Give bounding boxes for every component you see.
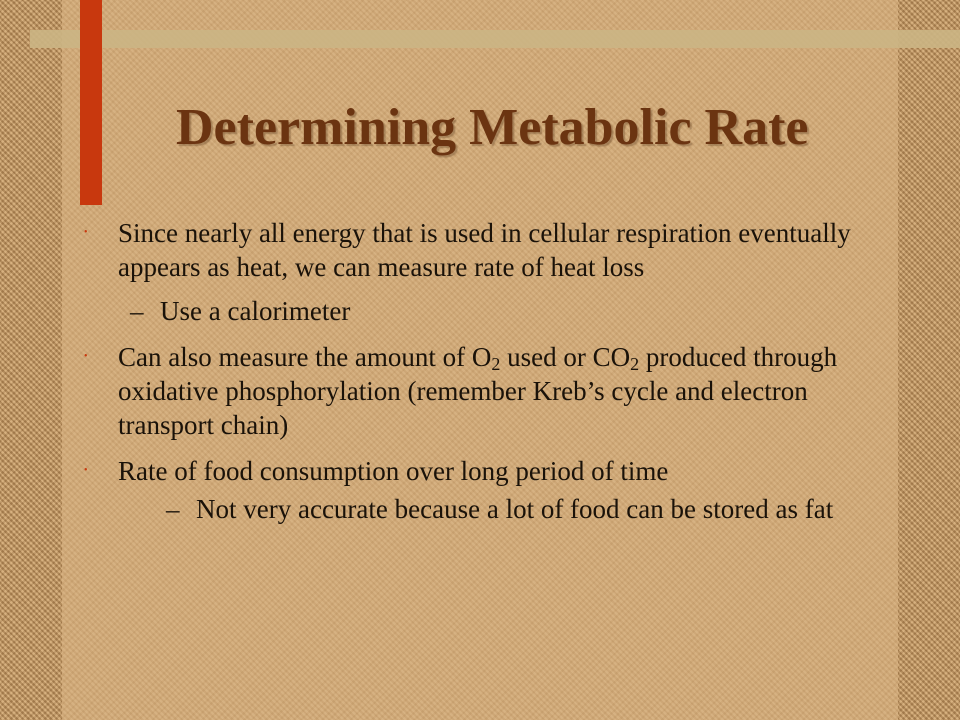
slide-title: Determining Metabolic Rate [176, 99, 809, 156]
top-accent-band [30, 30, 960, 48]
sub-item-calorimeter [82, 294, 882, 328]
bullet-text-part: produced through oxidative phosphorylation (remember Kreb’s cycle and electron transport chain) [118, 342, 838, 440]
bullet-text-part: Can also measure the amount of O [118, 342, 492, 372]
sub-item-accuracy [118, 492, 882, 526]
dash-icon: – [130, 296, 144, 326]
left-texture-border [0, 0, 62, 720]
slide-content [82, 216, 882, 538]
o2-subscript: 2 [491, 354, 501, 374]
bullet-item-oxygen [82, 340, 882, 442]
co2-subscript: 2 [630, 354, 640, 374]
bullet-icon: • [84, 351, 88, 362]
bullet-text-part: used or CO [500, 342, 631, 372]
bullet-text: Since nearly all energy that is used in cellular respiration eventually appears as heat, we can measure rate of heat loss [118, 218, 851, 282]
dash-icon: – [166, 494, 180, 524]
bullet-icon: • [84, 227, 88, 238]
bullet-item-food [82, 454, 882, 526]
red-accent-bar [80, 0, 102, 205]
sub-item-text: Not very accurate because a lot of food can be stored as fat [196, 494, 834, 524]
sub-item-text: Use a calorimeter [160, 296, 351, 326]
bullet-text: Rate of food consumption over long period of time [118, 456, 669, 486]
bullet-item-heat [82, 216, 882, 284]
bullet-icon: • [84, 465, 88, 476]
